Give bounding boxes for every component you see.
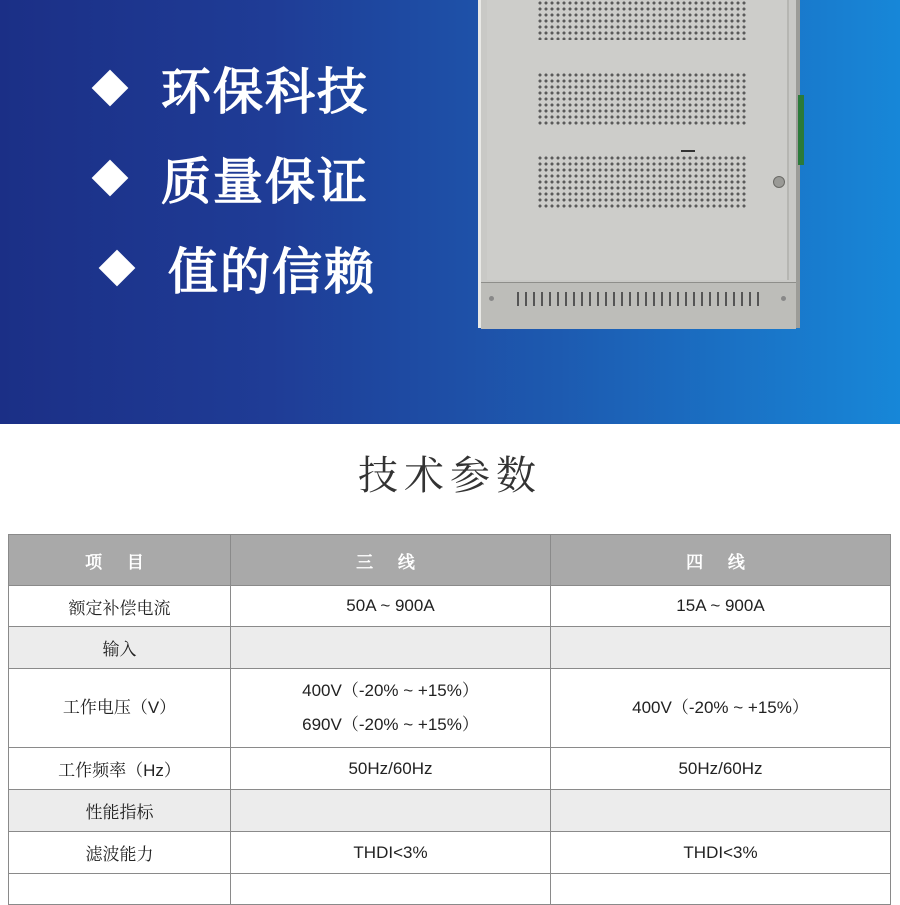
diamond-bullet-icon: [99, 250, 136, 287]
vent-grille: [537, 155, 747, 210]
row-label: 输入: [9, 627, 231, 669]
vent-grille: [537, 0, 747, 40]
three-wire-value: [231, 874, 551, 905]
section-title: 技术参数: [358, 453, 542, 499]
four-wire-value: THDI<3%: [551, 832, 891, 874]
four-wire-value: 400V（-20% ~ +15%）: [551, 669, 891, 748]
four-wire-value: 50Hz/60Hz: [551, 748, 891, 790]
table-header-row: [9, 535, 891, 586]
table-row: [9, 832, 891, 874]
four-wire-value: 15A ~ 900A: [551, 586, 891, 627]
row-label: 工作频率（Hz）: [9, 748, 231, 790]
table-row: [9, 748, 891, 790]
slogan-text: 质量保证: [161, 153, 369, 211]
voltage-line-690v: 690V（-20% ~ +15%）: [302, 715, 479, 734]
row-label: [9, 874, 231, 905]
door-lock-icon: [773, 176, 785, 188]
product-cabinet-image: [478, 0, 800, 328]
four-wire-value: [551, 874, 891, 905]
base-vent-slots: [517, 292, 765, 306]
three-wire-value: 50Hz/60Hz: [231, 748, 551, 790]
row-label: 滤波能力: [9, 832, 231, 874]
slogan-text: 值的信赖: [168, 243, 376, 301]
slogan-text: 环保科技: [161, 63, 369, 121]
row-label: 性能指标: [9, 790, 231, 832]
row-label: 额定补偿电流: [9, 586, 231, 627]
cabinet-door: [487, 0, 789, 280]
header-three-wire: 三 线: [231, 535, 551, 586]
spec-table: [8, 534, 891, 905]
four-wire-value: [551, 627, 891, 669]
three-wire-value: [231, 627, 551, 669]
slogan-2: [97, 142, 369, 214]
voltage-line-400v: 400V（-20% ~ +15%）: [302, 681, 479, 700]
table-row: [9, 586, 891, 627]
promo-banner: [0, 0, 900, 424]
table-row: [9, 790, 891, 832]
three-wire-value: THDI<3%: [231, 832, 551, 874]
table-row: [9, 669, 891, 748]
screw-icon: [489, 296, 494, 301]
table-row: [9, 627, 891, 669]
cabinet-side-panel: [798, 95, 804, 165]
diamond-bullet-icon: [92, 160, 129, 197]
slogan-3: [104, 232, 376, 304]
slogan-1: [97, 52, 369, 124]
diamond-bullet-icon: [92, 70, 129, 107]
vent-grille: [537, 72, 747, 127]
screw-icon: [781, 296, 786, 301]
four-wire-value: [551, 790, 891, 832]
row-label: 工作电压（V）: [9, 669, 231, 748]
header-four-wire: 四 线: [551, 535, 891, 586]
table-row: [9, 874, 891, 905]
cabinet-mark: [681, 150, 695, 152]
header-item: 项 目: [9, 535, 231, 586]
three-wire-value: [231, 790, 551, 832]
three-wire-value: 50A ~ 900A: [231, 586, 551, 627]
three-wire-value: [231, 669, 551, 748]
